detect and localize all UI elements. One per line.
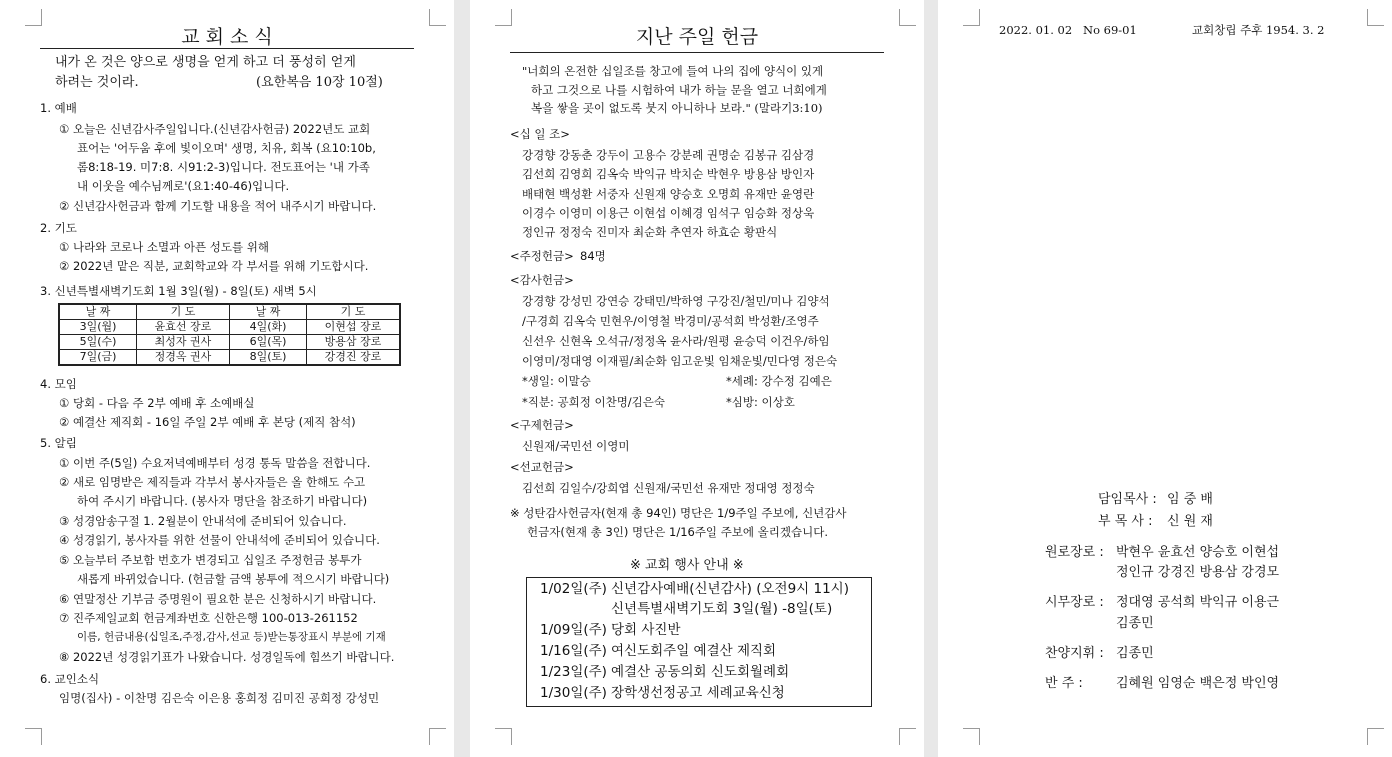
notice-line: ② 새로 임명받은 제직들과 각부서 봉사자들은 올 한해도 수고 (59, 475, 366, 489)
table-header: 기 도 (307, 304, 401, 320)
staff-name: 김종민 (1116, 616, 1154, 631)
table-header-row (59, 304, 400, 320)
name-line: 신선우 신현옥 오석규/정정옥 윤사라/원평 윤승덕 이건우/하임 (522, 334, 830, 348)
staff-name: 임 중 배 (1167, 492, 1213, 507)
bulletin-issue: No 69-01 (1083, 23, 1137, 37)
notice-line: 롬8:18-19. 미7:8. 시91:2-3)입니다. 전도표어는 '내 가족 (77, 160, 370, 174)
corner-mark (429, 9, 446, 26)
table-cell: 강경진 장로 (307, 350, 401, 366)
corner-mark (963, 728, 980, 745)
offering-count: 84명 (580, 249, 606, 263)
verse-line: 내가 온 것은 양으로 생명을 얻게 하고 더 풍성히 얻게 (55, 55, 356, 70)
offering-label: <감사헌금> (510, 273, 574, 287)
table-cell: 3일(월) (59, 320, 137, 335)
notice-line: ⑤ 오늘부터 주보함 번호가 변경되고 십일조 주정헌금 봉투가 (59, 553, 362, 567)
name-line: 강경향 강동춘 강두이 고용수 강분례 권명순 김봉규 김삼경 (522, 148, 815, 162)
section-heading: 4. 모임 (40, 377, 77, 391)
event-text: 신년특별새벽기도회 3일(월) -8일(토) (611, 601, 833, 617)
name-line: 신원재/국민선 이영미 (522, 439, 630, 453)
notice-line: ② 신년감사헌금과 함께 기도할 내용을 적어 내주시기 바랍니다. (59, 199, 377, 213)
staff-role: 시무장로 : (1045, 595, 1104, 610)
name-line: 배태현 백성환 서중자 신원재 양승호 오명희 유재만 윤영란 (522, 187, 815, 201)
corner-mark (963, 9, 980, 26)
notice-line: 새롭게 바뀌었습니다. (헌금할 금액 봉투에 적으시기 바랍니다) (77, 572, 390, 586)
page-title: 교 회 소 식 (181, 26, 273, 48)
notice-line: ① 오늘은 신년감사주일입니다.(신년감사헌금) 2022년도 교회 (59, 122, 371, 136)
events-title: ※ 교회 행사 안내 ※ (630, 558, 744, 573)
table-header: 기 도 (137, 304, 230, 320)
notice-line: 하여 주시기 바랍니다. (봉사자 명단을 참조하기 바랍니다) (77, 494, 368, 508)
notice-line: ② 예결산 제직회 - 16일 주일 2부 예배 후 본당 (제직 참석) (59, 415, 356, 429)
event-date: 1/09일(주) (540, 622, 607, 638)
table-cell: 4일(화) (230, 320, 307, 335)
notice-line: ② 2022년 맡은 직분, 교회학교와 각 부서를 위해 기도합시다. (59, 259, 369, 273)
event-text: 신년감사예배(신년감사) (오전9시 11시) (611, 581, 849, 597)
corner-mark (1367, 728, 1384, 745)
name-line: 정인규 정정숙 진미자 최순화 추연자 하효순 황판식 (522, 225, 778, 239)
prayer-schedule-table (58, 303, 401, 366)
corner-mark (495, 728, 512, 745)
name-line: /구경희 김옥숙 민현우/이영철 박경미/공석희 박성환/조영주 (522, 314, 819, 328)
event-date: 1/02일(주) (540, 581, 607, 597)
verse-ref: (요한복음 10장 10절) (256, 75, 383, 90)
table-row (59, 350, 400, 366)
table-cell: 8일(토) (230, 350, 307, 366)
table-header: 날 짜 (59, 304, 137, 320)
staff-role: 원로장로 : (1045, 545, 1104, 560)
staff-name: 김혜원 임영순 백은정 박인영 (1116, 676, 1280, 691)
staff-name: 정인규 강경진 방용삼 강경모 (1116, 565, 1280, 580)
corner-mark (899, 728, 916, 745)
section-heading: 2. 기도 (40, 221, 77, 235)
table-row (59, 320, 400, 335)
verse-line: 복을 쌓을 곳이 없도록 붓지 아니하나 보라." (말라기3:10) (531, 101, 823, 115)
verse-line: "너희의 온전한 십일조를 창고에 들여 나의 집에 양식이 있게 (522, 64, 824, 78)
verse-line: 하려는 것이라. (55, 75, 139, 90)
section-heading: 1. 예배 (40, 101, 77, 115)
notice-line: 임명(집사) - 이찬명 김은숙 이은용 홍희정 김미진 공희정 강성민 (59, 691, 380, 705)
table-cell: 5일(수) (59, 335, 137, 350)
event-text: 장학생선정공고 세례교육신청 (611, 685, 785, 701)
events-box (526, 577, 872, 707)
corner-mark (429, 728, 446, 745)
name-line: *세례: 강수정 김예은 (726, 374, 832, 388)
founding-date: 교회창립 주후 1954. 3. 2 (1192, 23, 1325, 37)
notice-line: ⑧ 2022년 성경읽기표가 나왔습니다. 성경일독에 힘쓰기 바랍니다. (59, 650, 395, 664)
section-heading: 6. 교인소식 (40, 672, 100, 686)
event-date: 1/23일(주) (540, 664, 607, 680)
name-line: 이경수 이영미 이용근 이현섭 이혜경 임석구 임승화 정상욱 (522, 206, 815, 220)
title-rule (40, 48, 414, 49)
notice-line: ③ 성경암송구절 1. 2월분이 안내석에 준비되어 있습니다. (59, 514, 347, 528)
verse-line: 하고 그것으로 나를 시험하여 내가 하늘 문을 열고 너희에게 (531, 83, 827, 97)
event-text: 당회 사진반 (611, 622, 681, 638)
title-rule (510, 52, 884, 53)
event-date: 1/16일(주) (540, 643, 607, 659)
section-heading: 3. 신년특별새벽기도회 1월 3일(월) - 8일(토) 새벽 5시 (40, 284, 317, 298)
notice-line: ④ 성경읽기, 봉사자를 위한 선물이 안내석에 준비되어 있습니다. (59, 533, 380, 547)
name-line: 김선희 김영희 김옥숙 박익규 박치순 박현우 방용삼 방인자 (522, 167, 815, 181)
notice-line: ① 나라와 코로나 소멸과 아픈 성도를 위해 (59, 240, 269, 254)
name-line: *생일: 이말승 (522, 374, 591, 388)
corner-mark (25, 728, 42, 745)
notice-line: ① 당회 - 다음 주 2부 예배 후 소예배실 (59, 396, 255, 410)
page-cover (938, 0, 1392, 757)
notice-line: ⑥ 연말정산 기부금 증명원이 필요한 분은 신청하시기 바랍니다. (59, 592, 377, 606)
staff-name: 정대영 공석희 박익규 이용근 (1116, 595, 1280, 610)
bulletin-date: 2022. 01. 02 (999, 23, 1073, 37)
offering-label: <구제헌금> (510, 418, 574, 432)
event-text: 여신도회주일 예결산 제직회 (611, 643, 777, 659)
corner-mark (899, 9, 916, 26)
event-date: 1/30일(주) (540, 685, 607, 701)
section-heading: 5. 알림 (40, 436, 77, 450)
table-cell: 7일(금) (59, 350, 137, 366)
table-cell: 6일(목) (230, 335, 307, 350)
note-line: 헌금자(현재 총 3인) 명단은 1/16주일 주보에 올리겠습니다. (527, 525, 828, 539)
offering-label: <주정헌금> (510, 249, 574, 263)
staff-name: 박현우 윤효선 양승호 이현섭 (1116, 545, 1280, 560)
staff-name: 신 원 재 (1167, 514, 1213, 529)
staff-name: 김종민 (1116, 646, 1154, 661)
name-line: *직분: 공희정 이찬명/김은숙 (522, 395, 666, 409)
offering-label: <선교헌금> (510, 460, 574, 474)
staff-role: 부 목 사 : (1098, 514, 1153, 529)
page-title: 지난 주일 헌금 (635, 26, 759, 48)
staff-role: 담임목사 : (1098, 492, 1157, 507)
staff-role: 반 주 : (1045, 676, 1083, 691)
table-header: 날 짜 (230, 304, 307, 320)
notice-line: 표어는 '어두움 후에 빛이오며' 생명, 치유, 회복 (요10:10b, (77, 141, 376, 155)
name-line: *심방: 이상호 (726, 395, 795, 409)
corner-mark (1367, 9, 1384, 26)
table-cell: 정경옥 권사 (137, 350, 230, 366)
notice-line: 내 이웃을 예수님께로'(요1:40-46)입니다. (77, 179, 290, 193)
name-line: 이영미/정대영 이재필/최순화 임고운빛 임채운빛/민다영 정은숙 (522, 354, 838, 368)
event-text: 예결산 공동의회 신도회월례회 (611, 664, 790, 680)
table-cell: 최성자 권사 (137, 335, 230, 350)
table-cell: 이현섭 장로 (307, 320, 401, 335)
name-line: 강경향 강성민 강연승 강태민/박하영 구강진/철민/미나 김양석 (522, 294, 830, 308)
notice-line: 이름, 헌금내용(십일조,주정,감사,선교 등)받는통장표시 부분에 기재 (77, 631, 386, 643)
offering-label: <십 일 조> (510, 127, 570, 141)
table-row (59, 335, 400, 350)
table-cell: 윤효선 장로 (137, 320, 230, 335)
page-church-news (0, 0, 454, 757)
note-line: ※ 성탄감사헌금자(현재 총 94인) 명단은 1/9주일 주보에, 신년감사 (510, 506, 847, 520)
staff-role: 찬양지휘 : (1045, 646, 1104, 661)
notice-line: ⑦ 진주제일교회 헌금계좌번호 신한은행 100-013-261152 (59, 611, 358, 625)
table-cell: 방용삼 장로 (307, 335, 401, 350)
notice-line: ① 이번 주(5일) 수요저녁예배부터 성경 통독 말씀을 전합니다. (59, 456, 371, 470)
name-line: 김선희 김일수/강희엽 신원재/국민선 유재만 정대영 정정숙 (522, 481, 815, 495)
